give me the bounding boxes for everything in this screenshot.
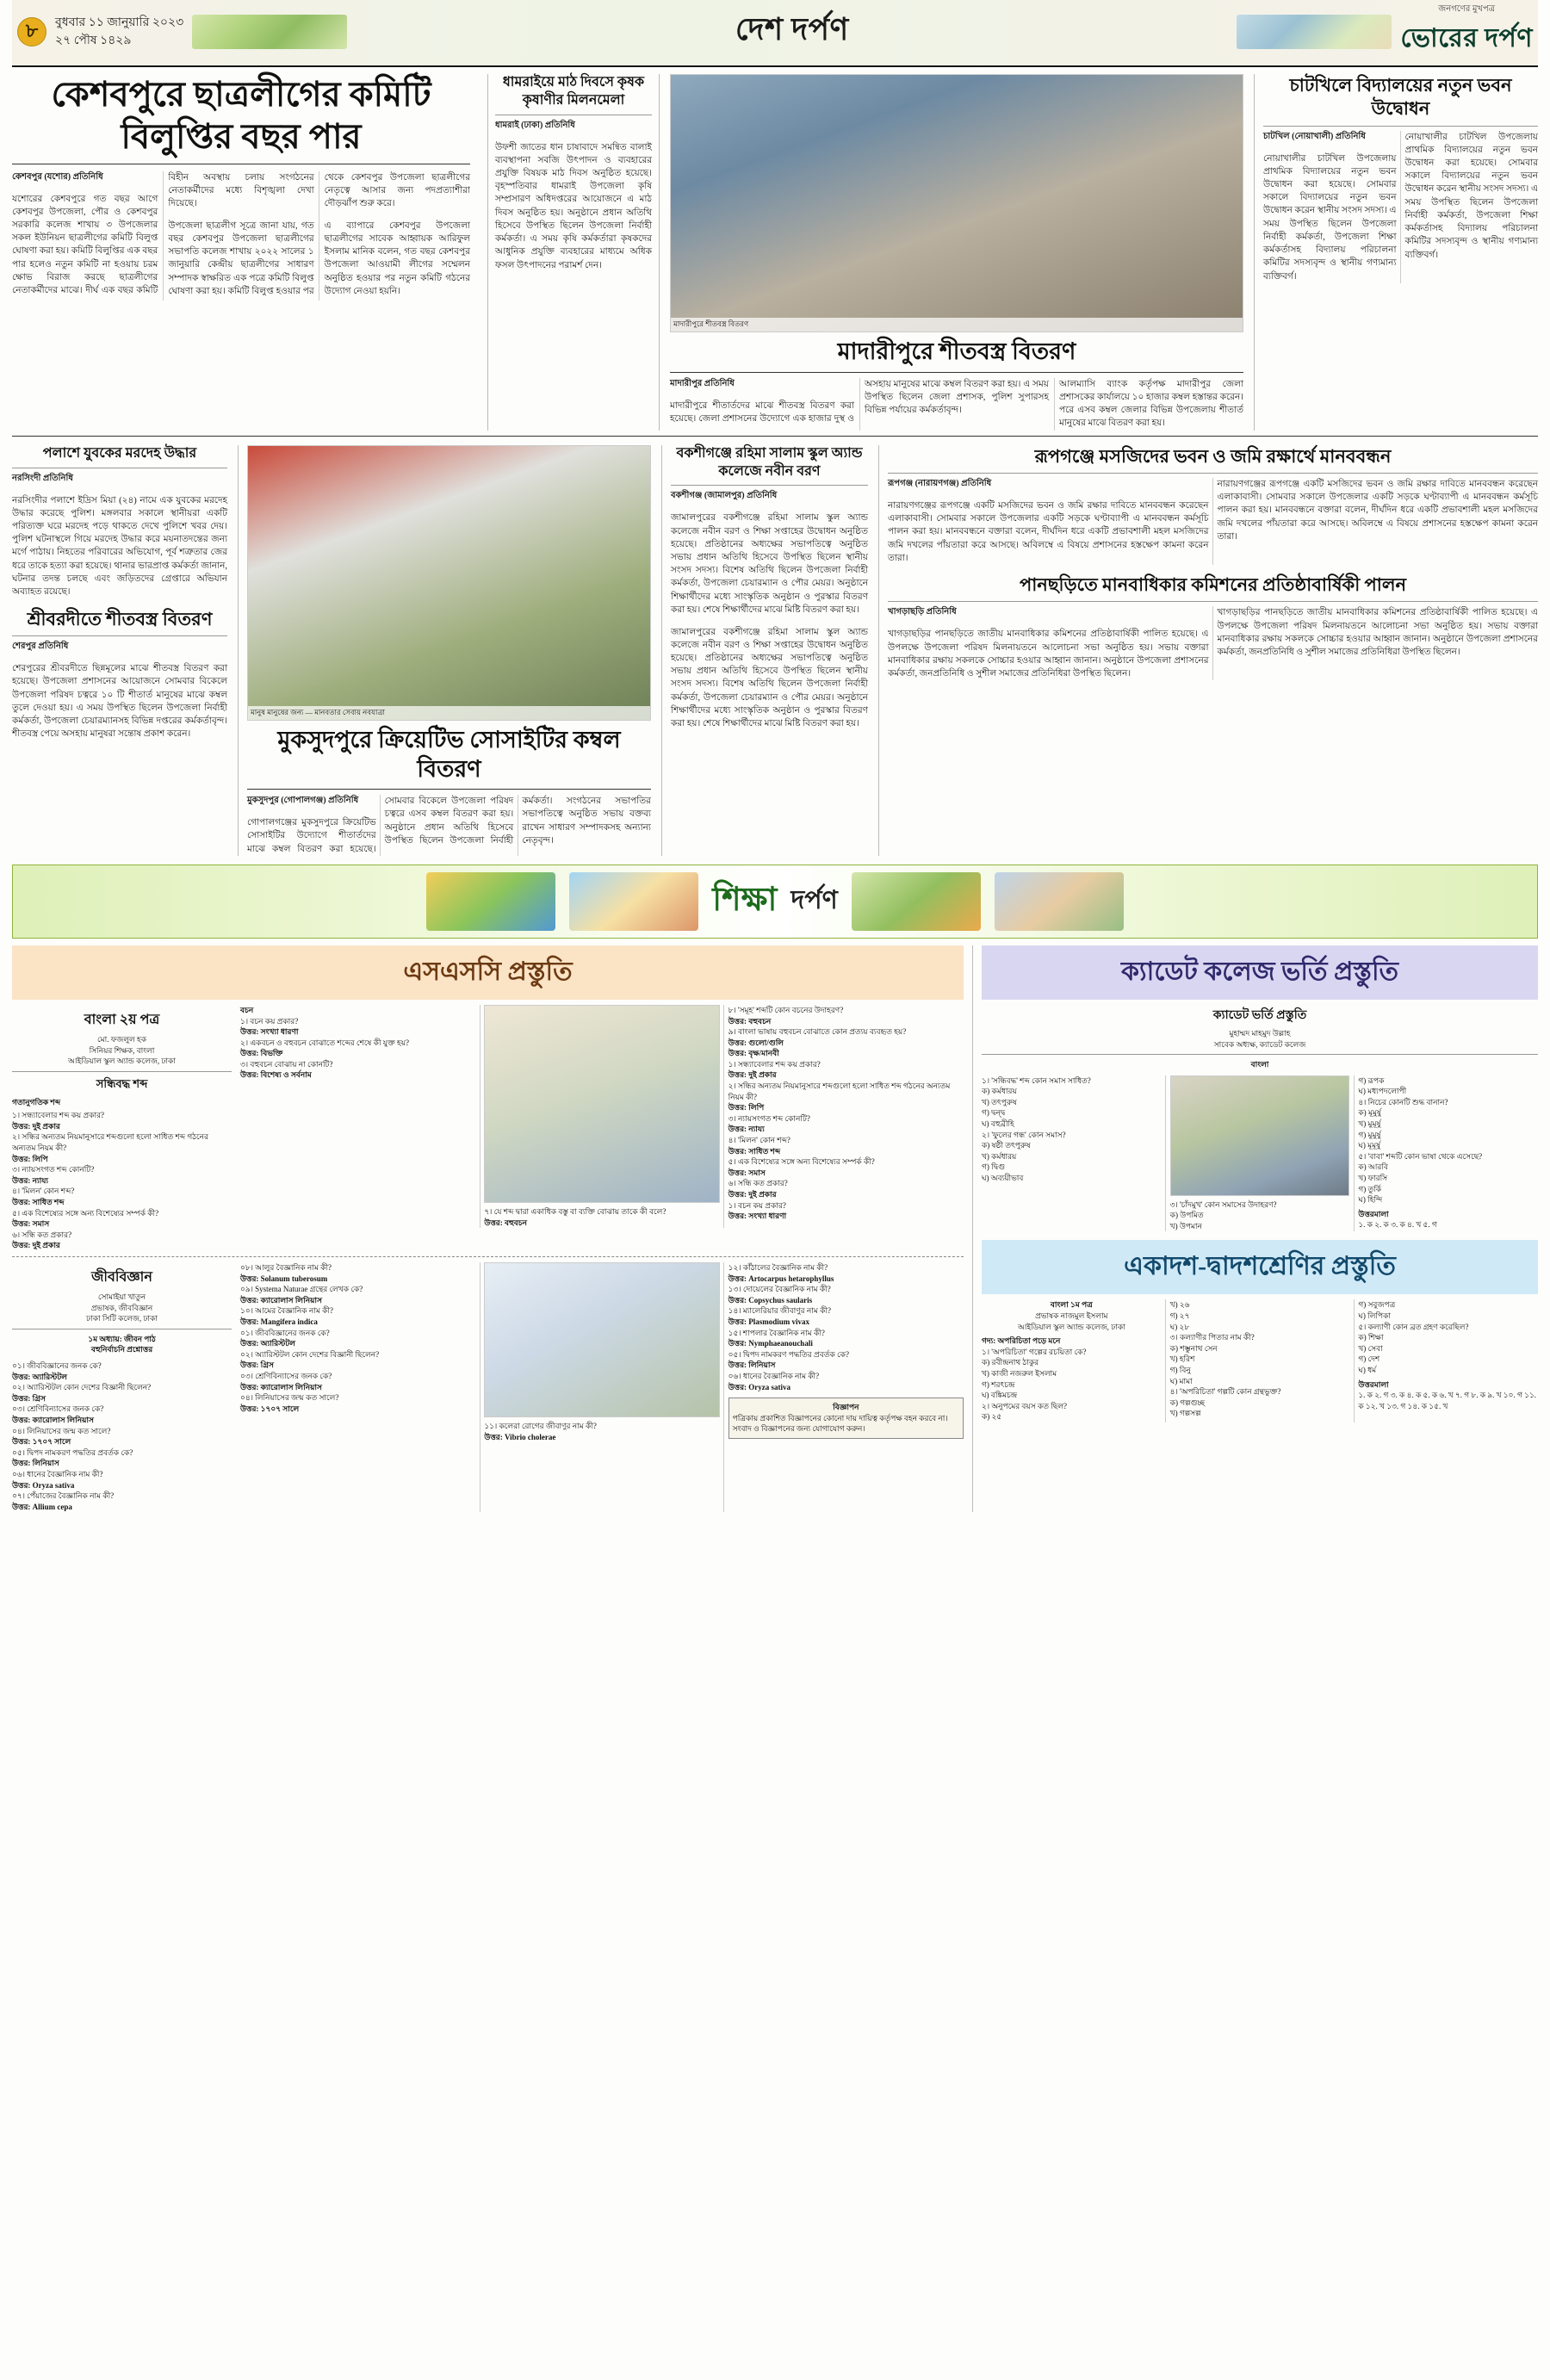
- rupganj-paragraph: নারায়ণগঞ্জের রূপগঞ্জে একটি মসজিদের ভবন ও জমি রক্ষার দাবিতে মানববন্ধন করেছেন এলাকাবাসী। সোমবার সকালে উপজেলার একটি সড়কে ঘণ্টাব্যাপী এ মানববন্ধন কর্মসূচি পালন করা হয়। মানববন্ধনে বক্তারা বলেন, দীর্ঘদিন ধরে একটি প্রভাবশালী মহল মসজিদের জমি দখলের পাঁয়তারা করে আসছে। অবিলম্বে এ বিষয়ে প্রশাসনের হস্তক্ষেপ কামনা করেন তারা।: [888, 501, 1209, 563]
- ssc-c3-a3: উত্তর: গুলো/গুলি: [728, 1038, 784, 1047]
- bio-a10: উত্তর: Mangifera indica: [240, 1317, 318, 1326]
- cadet-answers: ১. ক ২. ক ৩. ক ৪. খ ৫. গ: [1358, 1220, 1437, 1230]
- cadet-questions: [982, 1075, 1538, 1232]
- ekadosh-q5-opt-d: ঘ) ধর্ম: [1358, 1366, 1377, 1375]
- education-content: [12, 945, 1538, 1512]
- bio-q6-repeat: ০৬। ধানের বৈজ্ঞানিক নাম কী?: [728, 1371, 820, 1380]
- education-title-main: শিক্ষা: [712, 881, 778, 918]
- cadet-q3-opt-a: ক) উপমিত: [1169, 1211, 1204, 1220]
- ssc-c2-a1-repeat: উত্তর: সংখ্যা ধারণা: [728, 1212, 787, 1221]
- ekadosh-q1: ১। 'অপরিচিতা' গল্পের রচয়িতা কে?: [982, 1347, 1087, 1356]
- chatkhil-paragraph-extra: নোয়াখালীর চাটখিল উপজেলায় প্রাথমিক বিদ্যালয়ের নতুন ভবন উদ্বোধন করা হয়েছে। সোমবার সকালে বিদ্যালয়ের নতুন ভবন উদ্বোধন করেন স্থানীয় সংসদ সদস্য। এ সময় উপস্থিত ছিলেন উপজেলা নির্বাহী কর্মকর্তা, উপজেলা শিক্ষা কর্মকর্তাসহ বিদ্যালয় পরিচালনা কমিটির সদস্যবৃন্দ ও স্থানীয় গণ্যমান্য ব্যক্তিবর্গ।: [1404, 132, 1538, 260]
- ssc-c2-q1: ১। বচন কয় প্রকার?: [240, 1016, 299, 1026]
- bio-a13: উত্তর: Copsychus saularis: [728, 1295, 813, 1305]
- bio-a14: উত্তর: Plasmodium vivax: [728, 1317, 810, 1326]
- ssc-a2: উত্তর: লিপি: [12, 1154, 48, 1163]
- bio-q2-repeat: ০২। অ্যারিস্টটল কোন দেশের বিজ্ঞানী ছিলেন?: [240, 1349, 380, 1359]
- panchhari-byline: খাগড়াছড়ি প্রতিনিধি: [888, 607, 957, 617]
- ssc-q1: ১। সন্ধ্যাবেলার শব্দ কয় প্রকার?: [12, 1111, 105, 1120]
- ssc-c3-q2: ৮। 'সমূহ' শব্দটি কোন বচনের উদাহরণ?: [728, 1005, 844, 1014]
- palash-headline: পলাশে যুবকের মরদেহ উদ্ধার: [42, 445, 197, 461]
- divider: [12, 436, 1538, 437]
- cadet-q1-opt-c: গ) দ্বন্দ্ব: [982, 1108, 1006, 1118]
- ekadosh-answers: ১. ক ২. গ ৩. ক ৪. ক ৫. ক ৬. খ ৭. গ ৮. ক ৯. খ ১০. গ ১১. ক ১২. খ ১৩. গ ১৪. ক ১৫. খ: [1358, 1391, 1537, 1410]
- cadet-subhead: ক্যাডেট ভর্তি প্রস্তুতি: [1212, 1008, 1307, 1022]
- section-title: দেশ দর্পণ: [735, 12, 849, 46]
- bio-subject: জীববিজ্ঞান: [91, 1270, 152, 1285]
- cadet-q5: ৫। 'বাবা' শব্দটি কোন ভাষা থেকে এসেছে?: [1358, 1151, 1483, 1161]
- divider: [12, 1256, 964, 1257]
- ssc-author-role: সিনিয়র শিক্ষক, বাংলা: [89, 1045, 155, 1055]
- cadet-subject: বাংলা: [1250, 1060, 1269, 1069]
- ekadosh-q4-opt-c: গ) সবুজপত্র: [1358, 1300, 1396, 1310]
- ssc-a1-repeat: উত্তর: দুই প্রকার: [728, 1070, 777, 1080]
- ssc-section-title: এসএসসি প্রস্তুতি: [12, 945, 964, 1000]
- bio-a2: উত্তর: গ্রিস: [12, 1393, 46, 1403]
- divider: [12, 635, 227, 636]
- ekadosh-q3-opt-a: ক) শম্ভুনাথ সেন: [1169, 1343, 1218, 1353]
- dhamrai-paragraph: উফশী জাতের ধান চাষাবাদে সমন্বিত বালাই ব্যবস্থাপনা সবজি উৎপাদন ও ব্যবহারের প্রযুক্তি বিষয়ক মাঠ দিবস অনুষ্ঠিত হয়েছে। বৃহস্পতিবার ধামরাই উপজেলা কৃষি সম্প্রসারণ অধিদপ্তরের আয়োজনে এ মাঠ দিবস অনুষ্ঠিত হয়। অনুষ্ঠানে প্রধান অতিথি হিসেবে উপস্থিত ছিলেন উপজেলা নির্বাহী কর্মকর্তা। এ সময় কৃষি কর্মকর্তারা কৃষকদের আধুনিক প্রযুক্তি ব্যবহারের মাধ্যমে অধিক ফসল উৎপাদনের পরামর্শ দেন।: [495, 142, 652, 270]
- cadet-q1-opt-d: ঘ) বহুব্রীহি: [982, 1119, 1014, 1129]
- ekadosh-q5-opt-c: গ) দেশ: [1358, 1354, 1380, 1364]
- ssc-a1: উত্তর: দুই প্রকার: [12, 1121, 60, 1131]
- ssc-grid-columns: [240, 1005, 964, 1228]
- ssc-col2-title: বচন: [240, 1005, 254, 1014]
- bio-author-inst: ঢাকা সিটি কলেজ, ঢাকা: [86, 1314, 158, 1323]
- bio-a8: উত্তর: Solanum tuberosum: [240, 1274, 328, 1283]
- notice-body: পত্রিকায় প্রকাশিত বিজ্ঞাপনের কোনো দায় দায়িত্ব কর্তৃপক্ষ বহন করবে না। সংবাদ ও বিজ্ঞাপনের জন্য যোগাযোগ করুন।: [732, 1413, 948, 1434]
- ssc-group-title: গতানুগতিক শব্দ: [12, 1097, 61, 1106]
- bio-a11: উত্তর: Vibrio cholerae: [484, 1432, 556, 1441]
- divider: [247, 789, 651, 790]
- cadet-author: [982, 1028, 1538, 1050]
- cadet-q2-opt-a: ক) ষষ্ঠী তৎপুরুষ: [982, 1141, 1031, 1150]
- ekadosh-q3: ৩। কল্যাণীর পিতার নাম কী?: [1169, 1333, 1255, 1342]
- cadet-q1-opt-b: খ) তৎপুরুষ: [982, 1097, 1017, 1106]
- bio-q5: ০৫। দ্বিপদ নামকরণ পদ্ধতির প্রবর্তক কে?: [12, 1447, 133, 1457]
- bio-q8: ০৮। আলুর বৈজ্ঞানিক নাম কী?: [240, 1263, 332, 1272]
- ssc-a3: উত্তর: ন্যায্য: [12, 1175, 49, 1185]
- bio-a5: উত্তর: লিনিয়াস: [12, 1459, 59, 1468]
- cadet-q2-opt-c: গ) দ্বিগু: [982, 1162, 1006, 1172]
- ekadosh-lesson: গদ্য: অপরিচিতা পড়ে মনে: [982, 1336, 1061, 1346]
- cadet-answers-title: উত্তরমালা: [1358, 1209, 1389, 1218]
- date-gregorian: বুধবার ১১ জানুয়ারি ২০২৩: [55, 16, 184, 29]
- bakshiganj-paragraph: জামালপুরের বকশীগঞ্জে রহিমা সালাম স্কুল অ্যান্ড কলেজে নবীন বরণ ও শিক্ষা সপ্তাহের উদ্বোধন অনুষ্ঠিত হয়েছে। প্রতিষ্ঠানের অধ্যক্ষের সভাপতিত্বে অনুষ্ঠিত সভায় প্রধান অতিথি হিসেবে উপস্থিত ছিলেন স্থানীয় সংসদ সদস্য। বিশেষ অতিথি ছিলেন উপজেলা নির্বাহী কর্মকর্তা, উপজেলা চেয়ারম্যান ও পৌর মেয়র। অনুষ্ঠানে শিক্ষার্থীদের মধ্যে সাংস্কৃতিক অনুষ্ঠান ও পুরস্কার বিতরণ করা হয়। শেষে শিক্ষার্থীদের মাঝে মিষ্টি বিতরণ করা হয়।: [671, 513, 868, 615]
- ekadosh-q1-opt-b: খ) কাজী নজরুল ইসলাম: [982, 1369, 1057, 1379]
- bio-q3-repeat: ০৩। শ্রেণিবিন্যাসের জনক কে?: [240, 1371, 332, 1380]
- bio-a2-repeat: উত্তর: গ্রিস: [240, 1360, 274, 1370]
- banner-graphic-students-left: [569, 872, 698, 931]
- madaripur-body: [670, 378, 1243, 431]
- ssc-author-inst: আইডিয়াল স্কুল অ্যান্ড কলেজ, ঢাকা: [68, 1057, 176, 1066]
- bio-section: বহুনির্বাচনি প্রশ্নোত্তর: [90, 1345, 153, 1354]
- dhamrai-byline: ধামরাই (ঢাকা) প্রতিনিধি: [495, 120, 575, 130]
- masthead-right-group: [1237, 3, 1533, 61]
- bakshiganj-body: [671, 490, 868, 730]
- bio-q1: ০১। জীববিজ্ঞানের জনক কে?: [12, 1360, 102, 1370]
- ekadosh-answers-title: উত্তরমালা: [1358, 1379, 1389, 1389]
- photo-classroom: [1170, 1075, 1350, 1196]
- muksudpur-paragraph: গোপালগঞ্জের মুকসুদপুরে ক্রিয়েটিভ সোসাইটির উদ্যোগে শীতার্তদের মাঝে কম্বল বিতরণ করা হয়েছে। সোমবার বিকেলে উপজেলা পরিষদ চত্বরে এসব কম্বল বিতরণ করা হয়। অনুষ্ঠানে প্রধান অতিথি হিসেবে উপস্থিত ছিলেন উপজেলা নির্বাহী কর্মকর্তা। সংগঠনের সভাপতির সভাপতিত্বে অনুষ্ঠিত সভায় বক্তব্য রাখেন সাধারণ সম্পাদকসহ অন্যান্য নেতৃবৃন্দ।: [247, 796, 651, 854]
- photo-caption: মাদারীপুরে শীতবস্ত্র বিতরণ: [671, 318, 1243, 332]
- notice-title: বিজ্ঞাপন: [833, 1403, 859, 1412]
- ekadosh-q1-opt-c: গ) শরৎচন্দ্র: [982, 1379, 1015, 1389]
- ssc-a4-repeat: উত্তর: সাধিত শব্দ: [728, 1146, 781, 1156]
- banner-graphic-apple: [995, 872, 1124, 931]
- cadet-q5-opt-a: ক) আরবি: [1358, 1162, 1388, 1172]
- palash-paragraph: নরসিংদীর পলাশে ইদ্রিস মিয়া (২৪) নামে এক যুবকের মরদেহ উদ্ধার করেছে পুলিশ। মঙ্গলবার সকালে স্থানীয়রা একটি পরিত্যক্ত ঘরে মরদেহ পড়ে থাকতে দেখে পুলিশে খবর দেয়। পুলিশ ঘটনাস্থলে গিয়ে মরদেহ উদ্ধার করে ময়নাতদন্তের জন্য মর্গে পাঠায়। নিহতের পরিবারের অভিযোগ, পূর্ব শত্রুতার জের ধরে তাকে হত্যা করা হয়েছে। থানার ভারপ্রাপ্ত কর্মকর্তা জানান, ঘটনার তদন্ত চলছে এবং জড়িতদের গ্রেপ্তারে অভিযান অব্যাহত রয়েছে।: [12, 495, 227, 598]
- lead-paragraph-3: এ ব্যাপারে কেশবপুর উপজেলা ছাত্রলীগের সাবেক আহ্বায়ক আরিফুল ইসলাম মানিক বলেন, গত বছর কেশবপুর উপজেলা আওয়ামী লীগের সম্মেলন অনুষ্ঠিত হওয়ার পর নতুন কমিটি গঠনের উদ্যোগ নেওয়া হয়নি।: [324, 220, 470, 296]
- panchhari-paragraph: খাগড়াছড়ির পানছড়িতে জাতীয় মানবাধিকার কমিশনের প্রতিষ্ঠাবার্ষিকী পালিত হয়েছে। এ উপলক্ষে উপজেলা পরিষদ মিলনায়তনে আলোচনা সভা অনুষ্ঠিত হয়। সভায় বক্তারা মানবাধিকার রক্ষায় সকলকে সোচ্চার হওয়ার আহ্বান জানান। অনুষ্ঠানে উপজেলা প্রশাসনের কর্মকর্তা, জনপ্রতিনিধি ও সুশীল সমাজের প্রতিনিধিরা উপস্থিত ছিলেন।: [888, 629, 1209, 679]
- ssc-a5-repeat: উত্তর: সমাস: [728, 1168, 766, 1177]
- ssc-section: [12, 945, 964, 1512]
- cadet-q4: ৪। নিচের কোনটি শুদ্ধ বানান?: [1358, 1097, 1448, 1106]
- ekadosh-q5-opt-b: খ) সেবা: [1358, 1343, 1383, 1353]
- bio-q5-repeat: ০৫। দ্বিপদ নামকরণ পদ্ধতির প্রবর্তক কে?: [728, 1349, 849, 1359]
- brand-name: ভোরের দর্পণ: [1400, 24, 1533, 53]
- ssc-c2-a1: উত্তর: সংখ্যা ধারণা: [240, 1027, 299, 1037]
- ssc-subject-block: [12, 1005, 232, 1251]
- divider: [1263, 126, 1538, 127]
- cadet-q5-opt-c: গ) তুর্কি: [1358, 1184, 1382, 1193]
- ekadosh-subject: বাংলা ১ম পত্র: [1050, 1300, 1093, 1310]
- sreebordi-headline: শ্রীবরদীতে শীতবস্ত্র বিতরণ: [27, 608, 213, 629]
- bio-q15: ১৫। শাপলার বৈজ্ঞানিক নাম কী?: [728, 1328, 825, 1337]
- cadet-q4-opt-b: খ) মুমূর্ষু: [1358, 1119, 1381, 1129]
- brand-tagline: জনগণের মুখপত্র: [1438, 4, 1496, 14]
- date-bengali: ২৭ পৌষ ১৪২৯: [55, 34, 132, 47]
- bio-q3: ০৩। শ্রেণিবিন্যাসের জনক কে?: [12, 1404, 104, 1414]
- ekadosh-q5-opt-a: ক) শিক্ষা: [1358, 1333, 1384, 1342]
- muksudpur-body: [247, 795, 651, 856]
- dhamrai-story: [487, 74, 660, 431]
- bio-q10: ১০। আমের বৈজ্ঞানিক নাম কী?: [240, 1306, 333, 1316]
- ssc-a6: উত্তর: দুই প্রকার: [12, 1241, 60, 1250]
- bio-q13: ১৩। দোয়েলের বৈজ্ঞানিক নাম কী?: [728, 1285, 831, 1294]
- ekadosh-section-title: একাদশ-দ্বাদশশ্রেণির প্রস্তুতি: [982, 1240, 1538, 1294]
- top-news-grid: [12, 67, 1538, 431]
- cadet-q2: ২। 'ফুলের গন্ধ' কোন সমাস?: [982, 1130, 1066, 1139]
- bio-a3: উত্তর: ক্যারোলাস লিনিয়াস: [12, 1415, 94, 1424]
- ssc-c3-a2: উত্তর: বহুবচন: [728, 1016, 772, 1026]
- divider: [982, 1054, 1538, 1055]
- rupganj-headline: রূপগঞ্জে মসজিদের ভবন ও জমি রক্ষার্থে মানববন্ধন: [1034, 445, 1392, 467]
- ssc-c3-q1: ৭। যে শব্দ দ্বারা একাধিক বস্তু বা ব্যক্তি বোঝায় তাকে কী বলে?: [484, 1206, 666, 1216]
- muksudpur-headline: মুকসুদপুরে ক্রিয়েটিভ সোসাইটির কম্বল বিতরণ: [277, 726, 621, 782]
- panchhari-body: [888, 606, 1538, 680]
- ekadosh-q4: ৪। 'অপরিচিতা' গল্পটি কোন গ্রন্থভুক্ত?: [1169, 1387, 1281, 1397]
- bio-q1-repeat: ০১। জীববিজ্ঞানের জনক কে?: [240, 1328, 330, 1337]
- ssc-author: [12, 1034, 232, 1067]
- education-section-banner: [12, 865, 1538, 939]
- bio-q4-repeat: ০৪। লিনিয়াসের জন্ম কত সালে?: [240, 1393, 339, 1403]
- bio-q6: ০৬। ধানের বৈজ্ঞানিক নাম কী?: [12, 1469, 103, 1478]
- photo-bangla-alphabet-illustration: [484, 1005, 719, 1203]
- masthead-left: [17, 14, 347, 50]
- panchhari-headline: পানছড়িতে মানবাধিকার কমিশনের প্রতিষ্ঠাবার্ষিকী পালন: [1019, 574, 1407, 596]
- page-number: ৮: [17, 17, 46, 46]
- ssc-question-list: [12, 1097, 232, 1251]
- bio-a6: উত্তর: Oryza sativa: [12, 1480, 75, 1490]
- ekadosh-q2-opt-d: ঘ) ২৮: [1169, 1322, 1190, 1331]
- photo-laboratory: [484, 1262, 719, 1417]
- notice-box: [728, 1398, 964, 1439]
- cadet-q3: ৩। 'চাঁদমুখ' কোন সমাসের উদাহরণ?: [1169, 1199, 1277, 1209]
- cadet-q1: ১। 'সন্ধিবদ্ধ' শব্দ কোন সমাস সাধিত?: [982, 1075, 1091, 1085]
- sreebordi-byline: শেরপুর প্রতিনিধি: [12, 641, 69, 652]
- cadet-q4-opt-a: ক) মূমুর্ষু: [1358, 1108, 1381, 1118]
- ssc-c3-q3: ৯। বাংলা ভাষায় বহুবচন বোঝাতে কোন প্রত্যয় ব্যবহৃত হয়?: [728, 1027, 907, 1037]
- cadet-q4-opt-d: ঘ) মূমূর্ষু: [1358, 1141, 1381, 1150]
- ekadosh-q1-opt-a: ক) রবীন্দ্রনাথ ঠাকুর: [982, 1358, 1039, 1367]
- ssc-q2: ২। সন্ধির অন্যতম নিয়মানুসারে শব্দগুলো হলো সাধিত শব্দ গঠনের অন্যতম নিয়ম কী?: [12, 1132, 208, 1153]
- cadet-q5-opt-b: খ) ফারসি: [1358, 1174, 1388, 1183]
- muksudpur-block: [238, 445, 651, 856]
- masthead-center: [735, 6, 849, 58]
- ssc-c2-q3: ৩। বহুবচন বোঝায় না কোনটি?: [240, 1059, 333, 1069]
- divider: [671, 485, 868, 486]
- banner-graphic-books: [426, 872, 555, 931]
- cadet-q2-opt-b: খ) কর্মধারয়: [982, 1151, 1017, 1161]
- ssc-c2-q1-repeat: ১। বচন কয় প্রকার?: [728, 1200, 786, 1210]
- divider: [888, 473, 1538, 474]
- education-title-sub: দর্পণ: [790, 886, 838, 915]
- ssc-q6: ৬। সন্ধি কত প্রকার?: [12, 1230, 72, 1239]
- muksudpur-byline: মুকসুদপুর (গোপালগঞ্জ) প্রতিনিধি: [247, 796, 359, 806]
- chatkhil-paragraph: নোয়াখালীর চাটখিল উপজেলায় প্রাথমিক বিদ্যালয়ের নতুন ভবন উদ্বোধন করা হয়েছে। সোমবার সকালে বিদ্যালয়ের নতুন ভবন উদ্বোধন করেন স্থানীয় সংসদ সদস্য। এ সময় উপস্থিত ছিলেন উপজেলা নির্বাহী কর্মকর্তা, উপজেলা শিক্ষা কর্মকর্তাসহ বিদ্যালয় পরিচালনা কমিটির সদস্যবৃন্দ ও স্থানীয় গণ্যমান্য ব্যক্তিবর্গ।: [1263, 153, 1397, 282]
- panchhari-paragraph-2: খাগড়াছড়ির পানছড়িতে জাতীয় মানবাধিকার কমিশনের প্রতিষ্ঠাবার্ষিকী পালিত হয়েছে। এ উপলক্ষে উপজেলা পরিষদ মিলনায়তনে আলোচনা সভা অনুষ্ঠিত হয়। সভায় বক্তারা মানবাধিকার রক্ষায় সকলকে সোচ্চার হওয়ার আহ্বান জানান। অনুষ্ঠানে উপজেলা প্রশাসনের কর্মকর্তা, জনপ্রতিনিধি ও সুশীল সমাজের প্রতিনিধিরা উপস্থিত ছিলেন।: [1217, 608, 1538, 658]
- bio-author-role: প্রভাষক, জীববিজ্ঞান: [90, 1303, 153, 1312]
- ssc-author-name: মো. ফজলুল হক: [96, 1034, 147, 1044]
- bio-q14: ১৪। ম্যালেরিয়ার জীবাণুর নাম কী?: [728, 1306, 831, 1316]
- ekadosh-q4-opt-a: ক) গল্পগুচ্ছ: [1169, 1398, 1206, 1407]
- cadet-q5-opt-d: ঘ) হিন্দি: [1358, 1195, 1383, 1205]
- ekadosh-author-inst: আইডিয়াল স্কুল অ্যান্ড কলেজ, ঢাকা: [1017, 1322, 1125, 1331]
- ekadosh-q4-opt-b: খ) গল্পসল্প: [1169, 1409, 1201, 1418]
- ekadosh-q3-opt-d: ঘ) মামা: [1169, 1376, 1193, 1385]
- center-column: [670, 74, 1243, 431]
- palash-story: [12, 445, 227, 856]
- sreebordi-paragraph: শেরপুরের শ্রীবরদীতে ছিন্নমূলের মাঝে শীতবস্ত্র বিতরণ করা হয়েছে। উপজেলা প্রশাসনের আয়োজনে সোমবার বিকেলে উপজেলা পরিষদ চত্বরে ১০ টি শীতার্ত মানুষের মাঝে কম্বল তুলে দেওয়া হয়। এ সময় উপস্থিত ছিলেন উপজেলা নির্বাহী কর্মকর্তা, উপজেলা চেয়ারম্যানসহ বিভিন্ন দপ্তরের কর্মকর্তাবৃন্দ। শীতবস্ত্র পেয়ে অসহায় মানুষরা সন্তোষ প্রকাশ করেন।: [12, 664, 227, 740]
- ekadosh-q3-opt-c: গ) বিনু: [1169, 1366, 1191, 1375]
- chatkhil-body: [1263, 131, 1538, 283]
- cadet-q3-opt-c: গ) রূপক: [1358, 1075, 1385, 1085]
- lead-byline: কেশবপুর (যশোর) প্রতিনিধি: [12, 171, 103, 182]
- bio-q9: ০৯। Systema Naturae গ্রন্থের লেখক কে?: [240, 1285, 363, 1294]
- ssc-q4-repeat: ৪। 'মিলন' কোন শব্দ?: [728, 1136, 790, 1145]
- cadet-q2-opt-d: ঘ) অব্যয়ীভাব: [982, 1174, 1024, 1183]
- ssc-a5: উত্তর: সমাস: [12, 1219, 50, 1229]
- ssc-columns: [240, 1005, 964, 1251]
- divider: [12, 1071, 232, 1072]
- bakshiganj-headline: বকশীগঞ্জে রহিমা সালাম স্কুল অ্যান্ড কলেজে নবীন বরণ: [676, 445, 863, 479]
- bakshiganj-byline: বকশীগঞ্জ (জামালপুর) প্রতিনিধি: [671, 491, 778, 501]
- cadet-q1-opt-a: ক) কর্মধারয়: [982, 1087, 1017, 1096]
- bakshiganj-story: [661, 445, 868, 856]
- madaripur-paragraph-1: মাদারীপুরে শীতার্তদের মাঝে শীতবস্ত্র বিতরণ করা হয়েছে। জেলা প্রশাসনের উদ্যোগে এক হাজার দুস্থ ও অসহায় মানুষের মাঝে কম্বল বিতরণ করা হয়। এ সময় উপস্থিত ছিলেন জেলা প্রশাসক, পুলিশ সুপারসহ বিভিন্ন পর্যায়ের কর্মকর্তাবৃন্দ।: [670, 379, 1049, 424]
- sreebordi-body: [12, 641, 227, 741]
- bio-q12: ১২। কাঁঠালের বৈজ্ঞানিক নাম কী?: [728, 1263, 828, 1272]
- bio-a15: উত্তর: Nymphaeanouchali: [728, 1339, 813, 1348]
- ekadosh-q2: ২। অনুপমের বয়স কত ছিল?: [982, 1401, 1067, 1410]
- palash-body: [12, 473, 227, 599]
- ekadosh-q3-opt-b: খ) হরিশ: [1169, 1354, 1195, 1364]
- ssc-a4: উত্তর: সাধিত শব্দ: [12, 1198, 65, 1207]
- bio-q4: ০৪। লিনিয়াসের জন্ম কত সালে?: [12, 1426, 111, 1435]
- photo-meeting: [670, 74, 1243, 332]
- ekadosh-q2-opt-b: খ) ২৬: [1169, 1300, 1190, 1310]
- masthead-decoration-right: [1237, 15, 1392, 49]
- lead-headline: কেশবপুরে ছাত্রলীগের কমিটি বিলুপ্তির বছর পার: [51, 75, 431, 156]
- cadet-author-name: মুহাম্মদ মাহমুদ উল্লাহ: [1229, 1028, 1291, 1038]
- photo-caption: মানুষ মানুষের জন্য — মানবতার সেবায় নবযাত্রা: [248, 706, 650, 720]
- bio-a5-repeat: উত্তর: লিনিয়াস: [728, 1360, 776, 1370]
- chatkhil-story: [1254, 74, 1538, 431]
- ssc-c2-a2: উত্তর: বিভক্তি: [240, 1049, 283, 1058]
- cadet-q4-opt-c: গ) মুমুর্ষু: [1358, 1130, 1381, 1139]
- ekadosh-content: [982, 1299, 1538, 1422]
- bio-chapter: ১ম অধ্যায়: জীবন পাঠ: [88, 1334, 156, 1343]
- ssc-q1-repeat: ১। সন্ধ্যাবেলার শব্দ কয় প্রকার?: [728, 1059, 821, 1069]
- bio-a9: উত্তর: ক্যারোলাস লিনিয়াস: [240, 1295, 322, 1305]
- photo-mankind-banner: [247, 445, 651, 721]
- ssc-subject: বাংলা ২য় পত্র: [84, 1012, 160, 1027]
- banner-graphic-students-right: [852, 872, 981, 931]
- bio-a6-repeat: উত্তর: Oryza sativa: [728, 1382, 791, 1391]
- date-block: [55, 14, 183, 50]
- bio-questions-left: [12, 1360, 232, 1512]
- bio-a1: উত্তর: অ্যারিস্টটল: [12, 1372, 67, 1381]
- bio-a4: উত্তর: ১৭০৭ সালে: [12, 1437, 71, 1447]
- madaripur-headline: মাদারীপুরে শীতবস্ত্র বিতরণ: [837, 338, 1076, 364]
- masthead-decoration-left: [192, 15, 347, 49]
- lead-story: [12, 74, 477, 431]
- ssc-a2-repeat: উত্তর: লিপি: [728, 1103, 765, 1113]
- rupganj-panchhari-column: [878, 445, 1538, 856]
- bio-q2: ০২। অ্যারিস্টটল কোন দেশের বিজ্ঞানী ছিলেন?: [12, 1383, 152, 1392]
- chatkhil-headline: চাটখিলে বিদ্যালয়ের নতুন ভবন উদ্বোধন: [1289, 75, 1512, 120]
- rupganj-body: [888, 478, 1538, 565]
- divider: [888, 601, 1538, 602]
- cadet-q3-opt-b: খ) উপমান: [1169, 1221, 1202, 1230]
- bio-author: [12, 1292, 232, 1324]
- ekadosh-q2-opt-c: গ) ২৭: [1169, 1311, 1190, 1321]
- ssc-q6-repeat: ৬। সন্ধি কত প্রকার?: [728, 1179, 788, 1188]
- ekadosh-q1-opt-d: ঘ) বঙ্কিমচন্দ্র: [982, 1391, 1018, 1400]
- bio-q7: ০৭। পেঁয়াজের বৈজ্ঞানিক নাম কী?: [12, 1491, 115, 1501]
- madaripur-paragraph-2: আলম্যাসি ব্যাংক কর্তৃপক্ষ মাদারীপুর জেলা প্রশাসকের কার্যালয়ে ১০ হাজার কম্বল হস্তান্তর করেন। পরে এসব কম্বল জেলার বিভিন্ন উপজেলায় শীতার্ত মানুষের মাঝে বিতরণ করা হয়।: [1059, 379, 1243, 429]
- cadet-section-title: ক্যাডেট কলেজ ভর্তি প্রস্তুতি: [982, 945, 1538, 1000]
- bio-q11: ১১। কলেরা রোগের জীবাণুর নাম কী?: [484, 1422, 597, 1430]
- bio-questions-columns: [240, 1262, 964, 1512]
- ssc-q3-repeat: ৩। ন্যায়সংগত শব্দ কোনটি?: [728, 1113, 810, 1123]
- ssc-q5: ৫। এক বিশেষ্যের সঙ্গে অন্য বিশেষ্যের সম্পর্ক কী?: [12, 1208, 159, 1218]
- ekadosh-q4-opt-d: ঘ) লিপিকা: [1358, 1311, 1391, 1321]
- masthead: [12, 0, 1538, 67]
- dhamrai-body: [495, 120, 652, 272]
- cadet-ekadosh-column: [972, 945, 1538, 1512]
- divider: [670, 372, 1243, 373]
- bio-a7: উত্তর: Allium cepa: [12, 1502, 72, 1511]
- ssc-q4: ৪। 'মিলন' কোন শব্দ?: [12, 1187, 75, 1196]
- ekadosh-author-name: প্রভাষক নাজমুল ইসলাম: [1035, 1311, 1108, 1321]
- bio-a1-repeat: উত্তর: অ্যারিস্টটল: [240, 1339, 295, 1348]
- bio-a4-repeat: উত্তর: ১৭০৭ সালে: [240, 1404, 300, 1413]
- lead-paragraph-1: যশোরের কেশবপুরে গত বছর আগে কেশবপুর উপজেলা, পৌর ও কেশবপুর সরকারি কলেজ শাখায় ৩ উপজেলার সকল ইউনিয়ন ছাত্রলীগের কমিটি বিলুপ্ত ঘোষণা করা হয়। কমিটি বিলুপ্তির এক বছর পার হলেও নতুন কমিটি না হওয়ায় চরম ক্ষোভ বিরাজ করছে ছাত্রলীগের নেতাকর্মীদের মাঝে। দীর্ঘ এক বছর কমিটি বিহীন অবস্থায় চলায় সংগঠনের নেতাকর্মীদের মধ্যে বিশৃঙ্খলা দেখা দিয়েছে।: [12, 172, 314, 296]
- rupganj-paragraph-2: নারায়ণগঞ্জের রূপগঞ্জে একটি মসজিদের ভবন ও জমি রক্ষার দাবিতে মানববন্ধন করেছেন এলাকাবাসী। সোমবার সকালে উপজেলার একটি সড়কে ঘণ্টাব্যাপী এ মানববন্ধন কর্মসূচি পালন করা হয়। মানববন্ধনে বক্তারা বলেন, দীর্ঘদিন ধরে একটি প্রভাবশালী মহল মসজিদের জমি দখলের পাঁয়তারা করে আসছে। অবিলম্বে এ বিষয়ে প্রশাসনের হস্তক্ষেপ কামনা করেন তারা।: [1217, 480, 1538, 542]
- ssc-q3: ৩। ন্যায়সংগত শব্দ কোনটি?: [12, 1165, 95, 1175]
- chatkhil-byline: চাটখিল (নোয়াখালী) প্রতিনিধি: [1263, 131, 1366, 141]
- ekadosh-q2-opt-a: ক) ২৫: [982, 1412, 1002, 1422]
- lead-paragraph-2: উপজেলা ছাত্রলীগ সূত্রে জানা যায়, গত বছর কেশবপুর উপজেলা ছাত্রলীগের সভাপতি কলেজ শাখায় ২০২২ সালের ১ জানুয়ারি কেন্দ্রীয় ছাত্রলীগের সাধারণ সম্পাদক স্বাক্ষরিত এক পত্রে কমিটি বিলুপ্ত ঘোষণা করা হয়। কমিটি বিলুপ্ত হওয়ার পর থেকে কেশবপুর উপজেলা ছাত্রলীগের নেতৃত্বে আসার জন্য পদপ্রত্যাশীরা দৌড়ঝাঁপ শুরু করে।: [168, 172, 470, 296]
- ssc-q2-repeat: ২। সন্ধির অন্যতম নিয়মানুসারে শব্দগুলো হলো সাধিত শব্দ গঠনের অন্যতম নিয়ম কী?: [728, 1082, 951, 1101]
- ekadosh-q5: ৫। কল্যাণী কোন ব্রত গ্রহণ করেছিল?: [1358, 1322, 1469, 1331]
- bio-a12: উত্তর: Artocarpus hetarophyllus: [728, 1274, 834, 1283]
- rupganj-byline: রূপগঞ্জ (নারায়ণগঞ্জ) প্রতিনিধি: [888, 479, 992, 489]
- bakshiganj-paragraph-2: জামালপুরের বকশীগঞ্জে রহিমা সালাম স্কুল অ্যান্ড কলেজে নবীন বরণ ও শিক্ষা সপ্তাহের উদ্বোধন অনুষ্ঠিত হয়েছে। প্রতিষ্ঠানের অধ্যক্ষের সভাপতিত্বে অনুষ্ঠিত সভায় প্রধান অতিথি হিসেবে উপস্থিত ছিলেন স্থানীয় সংসদ সদস্য। বিশেষ অতিথি ছিলেন উপজেলা নির্বাহী কর্মকর্তা, উপজেলা চেয়ারম্যান ও পৌর মেয়র। অনুষ্ঠানে শিক্ষার্থীদের মধ্যে সাংস্কৃতিক অনুষ্ঠান ও পুরস্কার বিতরণ করা হয়। শেষে শিক্ষার্থীদের মাঝে মিষ্টি বিতরণ করা হয়।: [671, 627, 868, 729]
- cadet-q3-opt-d: ঘ) মধ্যপদলোপী: [1358, 1087, 1407, 1096]
- ssc-c2-a3: উত্তর: বিশেষ্য ও সর্বনাম: [240, 1070, 312, 1080]
- secondary-news-grid: [12, 445, 1538, 856]
- dhamrai-headline: ধামরাইয়ে মাঠ দিবসে কৃষক কৃষাণীর মিলনমেলা: [502, 75, 645, 108]
- bio-subject-block: [12, 1262, 232, 1512]
- ssc-a3-repeat: উত্তর: ন্যায্য: [728, 1125, 765, 1134]
- palash-byline: নরসিংদী প্রতিনিধি: [12, 473, 73, 483]
- newspaper-brand: [1400, 3, 1533, 61]
- lead-body: [12, 171, 470, 301]
- ssc-a6-repeat: উত্তর: দুই প্রকার: [728, 1190, 777, 1199]
- ssc-c3-a1: উত্তর: বহুবচন: [484, 1218, 527, 1227]
- ssc-c2-q2: ২। একবচন ও বহুবচন বোঝাতে শব্দের শেষে কী যুক্ত হয়?: [240, 1038, 409, 1047]
- bio-a3-repeat: উত্তর: ক্যারোলাস লিনিয়াস: [240, 1382, 322, 1391]
- madaripur-byline: মাদারীপুর প্রতিনিধি: [670, 378, 735, 388]
- ssc-col3-title: উত্তর: বৃক্ষ/মানবী: [728, 1049, 779, 1058]
- bio-author-name: সোমাইয়া খাতুন: [97, 1292, 146, 1301]
- cadet-author-role: সাবেক অধ্যক্ষ, ক্যাডেট কলেজ: [1213, 1039, 1306, 1049]
- ssc-q5-repeat: ৫। এক বিশেষ্যের সঙ্গে অন্য বিশেষ্যের সম্পর্ক কী?: [728, 1157, 875, 1167]
- ssc-topic: সন্ধিবদ্ধ শব্দ: [96, 1076, 148, 1090]
